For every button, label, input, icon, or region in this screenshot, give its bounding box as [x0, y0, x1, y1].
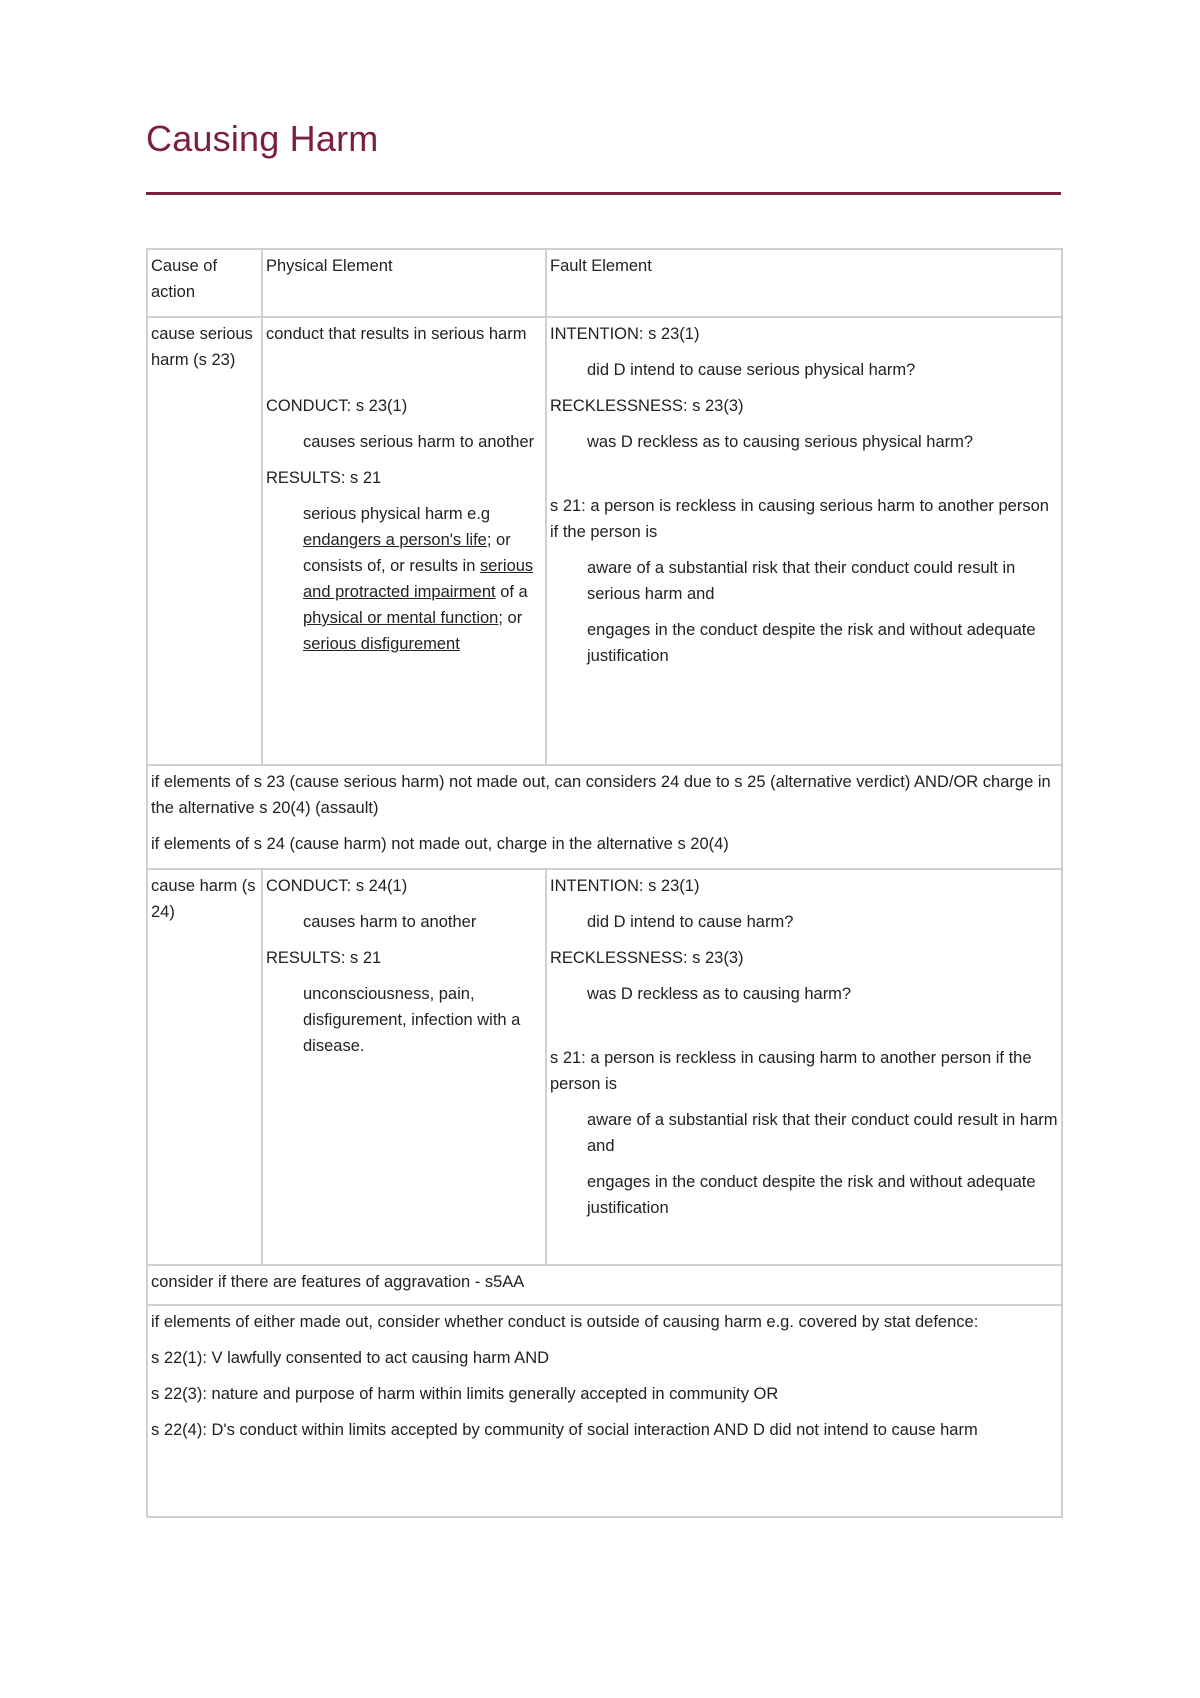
s23-results-heading: RESULTS: s 21: [266, 469, 382, 487]
s23-intention-heading: INTENTION: s 23(1): [550, 325, 700, 343]
defence-intro: if elements of either made out, consider whether conduct is outside of causing harm e.g. covered by stat defence:: [151, 1313, 979, 1331]
results-text-2: ; or consists of, or results in: [303, 531, 511, 575]
s24-physical: [262, 869, 546, 1265]
s23-s21-intro: s 21: a person is reckless in causing serious harm to another person if the person is: [550, 497, 1049, 541]
link-physical-mental-function: physical or mental function: [303, 609, 499, 627]
page-title: Causing Harm: [146, 118, 379, 159]
s24-s21-aware: aware of a substantial risk that their conduct could result in harm and: [587, 1111, 1058, 1155]
s23-physical-intro: conduct that results in serious harm: [266, 325, 527, 343]
causing-harm-table: [146, 248, 1063, 1518]
s24-reckless-question: was D reckless as to causing harm?: [587, 985, 852, 1003]
s23-cause: cause serious harm (s 23): [147, 317, 262, 765]
alternative-note-line-1: if elements of s 23 (cause serious harm) not made out, can considers 24 due to s 25 (alternative verdict) AND/OR charge in the alternative s 20(4) (assault): [151, 773, 1051, 817]
alternative-note: [147, 765, 1062, 869]
s24-fault: [546, 869, 1062, 1265]
s24-results-text: unconsciousness, pain, disfigurement, infection with a disease.: [303, 985, 521, 1055]
s23-fault: [546, 317, 1062, 765]
defence-note: [147, 1305, 1062, 1517]
link-serious-protracted-impairment: serious and protracted impairment: [303, 557, 534, 601]
header-fault: Fault Element: [546, 249, 1062, 317]
results-text-3: of a: [495, 583, 528, 601]
s24-intention-heading: INTENTION: s 23(1): [550, 877, 700, 895]
s24-conduct-text: causes harm to another: [303, 913, 477, 931]
s23-intention-question: did D intend to cause serious physical harm?: [587, 361, 916, 379]
s23-results-text: [266, 501, 542, 657]
header-cause: Cause of action: [147, 249, 262, 317]
row-alternative-note: [147, 765, 1062, 869]
row-s24: [147, 869, 1062, 1265]
s24-s21-engages: engages in the conduct despite the risk and without adequate justification: [587, 1173, 1036, 1217]
row-s23: [147, 317, 1062, 765]
aggravation-note: consider if there are features of aggravation - s5AA: [147, 1265, 1062, 1305]
results-text-4: ; or: [498, 609, 523, 627]
header-physical: Physical Element: [262, 249, 546, 317]
row-aggravation: [147, 1265, 1062, 1305]
defence-s22-3: s 22(3): nature and purpose of harm within limits generally accepted in community OR: [151, 1385, 779, 1403]
link-endangers-life: endangers a person's life: [303, 531, 487, 549]
s23-s21-engages: engages in the conduct despite the risk and without adequate justification: [587, 621, 1036, 665]
link-serious-disfigurement: serious disfigurement: [303, 635, 460, 653]
alternative-note-line-2: if elements of s 24 (cause harm) not made out, charge in the alternative s 20(4): [151, 835, 729, 853]
s24-results-heading: RESULTS: s 21: [266, 949, 382, 967]
s23-physical: [262, 317, 546, 765]
s24-conduct-heading: CONDUCT: s 24(1): [266, 877, 408, 895]
header-row: [147, 249, 1062, 317]
defence-s22-4: s 22(4): D's conduct within limits accepted by community of social interaction AND D did not intend to cause harm: [151, 1421, 978, 1439]
defence-s22-1: s 22(1): V lawfully consented to act causing harm AND: [151, 1349, 550, 1367]
s23-conduct-heading: CONDUCT: s 23(1): [266, 397, 408, 415]
s23-reckless-question: was D reckless as to causing serious physical harm?: [587, 433, 974, 451]
s23-s21-aware: aware of a substantial risk that their conduct could result in serious harm and: [587, 559, 1016, 603]
title-divider: [146, 192, 1061, 195]
results-text-1: serious physical harm e.g: [303, 505, 491, 523]
s24-intention-question: did D intend to cause harm?: [587, 913, 794, 931]
s24-cause: cause harm (s 24): [147, 869, 262, 1265]
s24-reckless-heading: RECKLESSNESS: s 23(3): [550, 949, 744, 967]
row-defence: [147, 1305, 1062, 1517]
s23-conduct-text: causes serious harm to another: [303, 433, 535, 451]
s23-reckless-heading: RECKLESSNESS: s 23(3): [550, 397, 744, 415]
s24-s21-intro: s 21: a person is reckless in causing harm to another person if the person is: [550, 1049, 1032, 1093]
